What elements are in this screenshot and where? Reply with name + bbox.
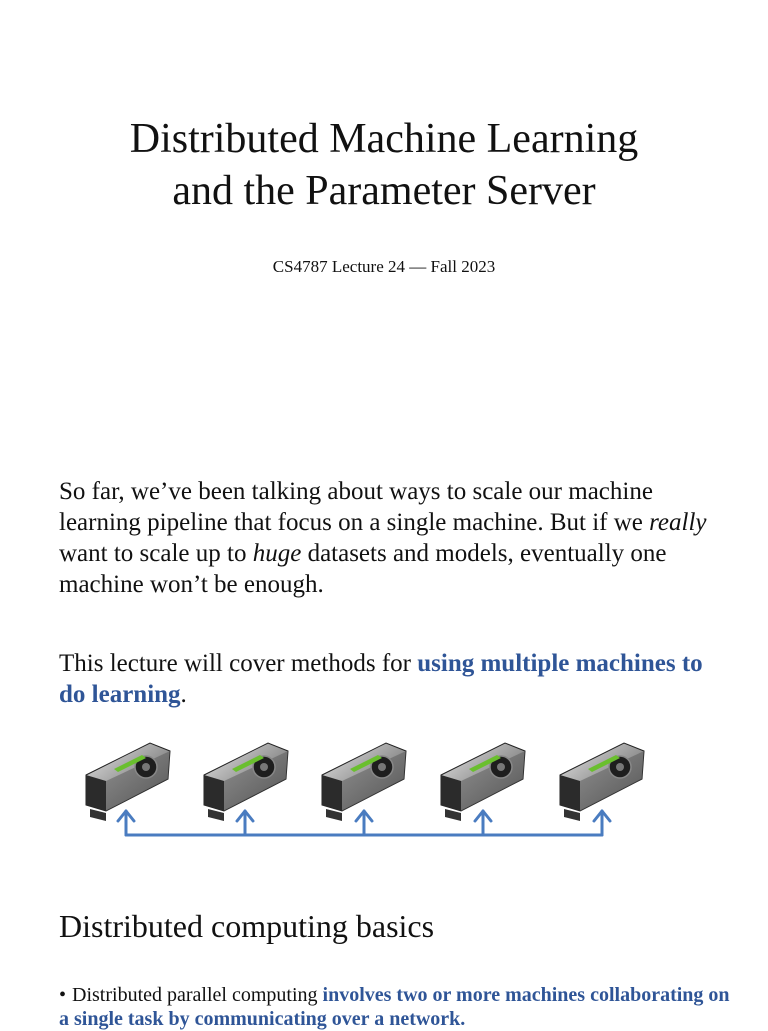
intro-text-c: datasets and models, eventually one machine won’t be enough. bbox=[59, 540, 667, 598]
intro-text-b: want to scale up to bbox=[59, 540, 253, 567]
intro-emphasis-really: really bbox=[649, 509, 707, 536]
section-heading: Distributed computing basics bbox=[59, 908, 435, 944]
intro-paragraph bbox=[59, 476, 729, 600]
gpu-card-icon bbox=[86, 743, 170, 821]
intro-text-a: So far, we’ve been talking about ways to scale our machine learning pipeline that focus on a single machine. But if we bbox=[59, 478, 653, 536]
gpu-card-icon bbox=[441, 743, 525, 821]
gpu-card-icon bbox=[560, 743, 644, 821]
title-line-2: and the Parameter Server bbox=[172, 168, 596, 214]
scope-text-b: . bbox=[180, 681, 187, 708]
lecture-subtitle: CS4787 Lecture 24 — Fall 2023 bbox=[272, 257, 496, 276]
intro-emphasis-huge: huge bbox=[252, 540, 302, 567]
slide-title bbox=[0, 113, 768, 217]
bullet-highlight: involves two or more machines collaborating on a single task by communicating over a network. bbox=[59, 984, 730, 1030]
bullet-text: Distributed parallel computing bbox=[72, 984, 323, 1006]
gpu-network-figure bbox=[80, 735, 660, 845]
scope-text-a: This lecture will cover methods for bbox=[59, 650, 418, 677]
title-line-1: Distributed Machine Learning bbox=[129, 116, 639, 162]
bullet-dot: • bbox=[59, 984, 67, 1006]
scope-highlight: using multiple machines to do learning bbox=[59, 650, 703, 708]
gpu-card-icon bbox=[204, 743, 288, 821]
gpu-card-icon bbox=[322, 743, 406, 821]
network-arrows bbox=[118, 811, 610, 835]
lecture-scope-paragraph bbox=[59, 648, 729, 710]
